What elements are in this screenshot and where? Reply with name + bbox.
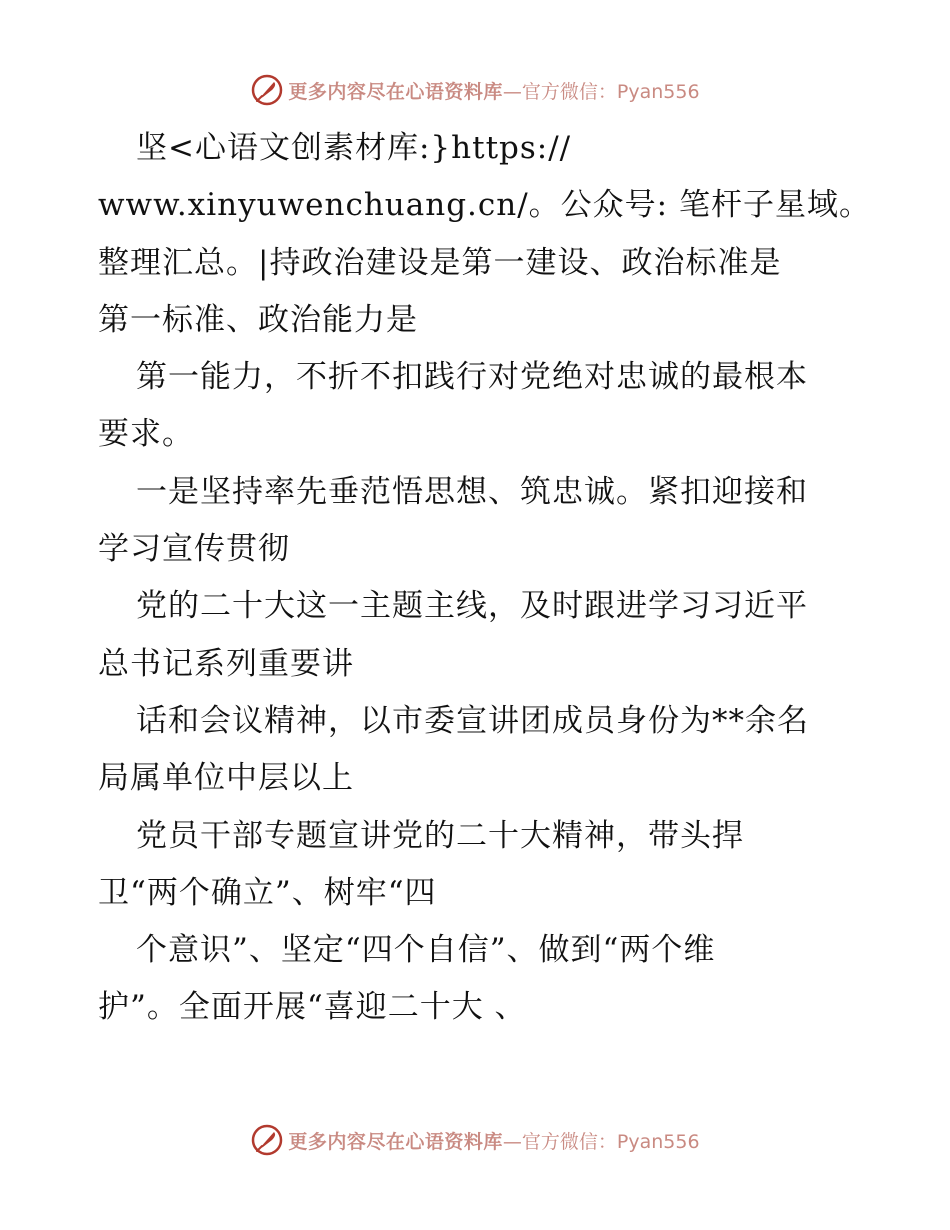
text-line: 第一标准、政治能力是 <box>98 301 418 338</box>
text-line: 第一能力，不折不扣践行对党绝对忠诚的最根本 <box>136 359 808 396</box>
text-line: www.xinyuwenchuang.cn/。公众号: 笔杆子星域。 <box>98 187 871 224</box>
text-line: 一是坚持率先垂范悟思想、筑忠诚。紧扣迎接和 <box>136 473 808 510</box>
feather-pen-seal-icon <box>250 1123 284 1157</box>
text-line: 局属单位中层以上 <box>98 760 354 797</box>
text-line: 党的二十大这一主题主线，及时跟进学习习近平 <box>136 588 808 625</box>
banner-wechat-text: —官方微信：Pyan556 <box>502 80 700 103</box>
text-line: 个意识”、坚定“四个自信”、做到“两个维 <box>136 932 716 969</box>
footer-banner <box>0 1120 950 1160</box>
text-line: 坚<心语文创素材库:}https:// <box>136 130 572 166</box>
text-line: 话和会议精神，以市委宣讲团成员身份为**余名 <box>136 702 809 739</box>
banner-wechat-text: —官方微信：Pyan556 <box>502 1130 700 1153</box>
text-line: 总书记系列重要讲 <box>98 645 354 682</box>
text-line: 卫“两个确立”、树牢“四 <box>98 874 437 911</box>
text-line: 学习宣传贯彻 <box>98 531 290 568</box>
feather-pen-seal-icon <box>250 73 284 107</box>
document-body <box>98 120 871 1037</box>
header-banner <box>0 70 950 110</box>
text-line: 党员干部专题宣讲党的二十大精神，带头捍 <box>136 817 744 854</box>
text-line: 护”。全面开展“喜迎二十大 、 <box>98 989 527 1026</box>
text-line: 要求。 <box>98 416 194 453</box>
banner-main-text: 更多内容尽在心语资料库 <box>288 1130 503 1153</box>
text-line: 整理汇总。|持政治建设是第一建设、政治标准是 <box>98 244 782 281</box>
banner-main-text: 更多内容尽在心语资料库 <box>288 80 503 103</box>
